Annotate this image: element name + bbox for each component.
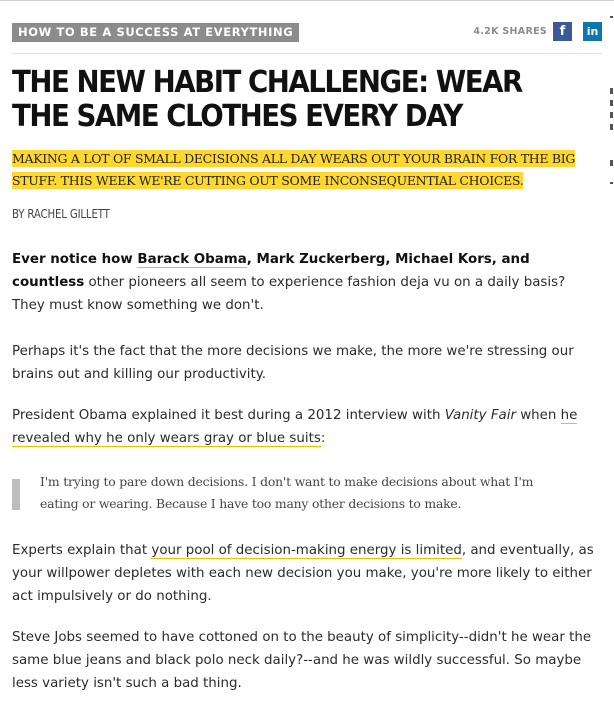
linkedin-share-icon[interactable]: in	[583, 22, 602, 41]
paragraph-5: Steve Jobs seemed to have cottoned on to the beauty of simplicity--didn't he wear the same blue jeans and black polo neck daily?--and he was wildly successful. So maybe less variety isn't such a bad thing.	[12, 630, 592, 691]
blockquote-bar	[12, 479, 20, 510]
decision-energy-link[interactable]: your pool of decision-making energy is limited	[151, 543, 462, 558]
obama-blockquote: I'm trying to pare down decisions. I don't want to make decisions about what I'm eating or wearing. Because I have too many other decisions to make.	[40, 474, 534, 511]
paragraph-2: Perhaps it's the fact that the more decisions we make, the more we're stressing our brains out and killing our productivity.	[12, 344, 574, 382]
p4-before: Experts explain that	[12, 543, 152, 558]
paragraph-1	[12, 248, 597, 317]
p3-after: :	[320, 431, 326, 446]
article-dek	[12, 148, 602, 192]
share-count: 4.2K SHARES	[473, 26, 547, 37]
header-divider	[12, 53, 602, 54]
p3-middle: when	[515, 408, 561, 423]
p1-rest: other pioneers all seem to experience fashion deja vu on a daily basis? They must know something we don't.	[12, 275, 566, 313]
top-divider	[0, 0, 614, 1]
paragraph-3	[12, 404, 597, 450]
vanity-fair-title: Vanity Fair	[444, 408, 516, 423]
cropped-sidebar-edge	[608, 0, 614, 713]
p1-lead-end: , Mark Zuckerberg, Michael Kors, and countless	[12, 252, 530, 290]
p4-after: , and eventually, as your willpower depletes with each new decision you make, you're more likely to either act impulsively or do nothing.	[12, 543, 594, 604]
gray-blue-suits-link[interactable]: he revealed why he only wears gray or blue suits	[12, 408, 578, 446]
p1-lead-start: Ever notice how	[12, 252, 138, 267]
sidebar-fragment	[610, 88, 613, 94]
sidebar-fragment	[610, 16, 613, 18]
byline[interactable]: BY RACHEL GILLETT	[12, 207, 110, 221]
dek-highlight: MAKING A LOT OF SMALL DECISIONS ALL DAY WEARS OUT YOUR BRAIN FOR THE BIG STUFF. THIS WEEK WE'RE CUTTING OUT SOME INCONSEQUENTIAL CHOICES.	[12, 151, 576, 188]
sidebar-fragment	[610, 112, 613, 118]
facebook-share-icon[interactable]: f	[553, 22, 572, 41]
sidebar-fragment	[610, 160, 613, 166]
paragraph-4	[12, 539, 597, 608]
sidebar-fragment	[610, 100, 613, 106]
series-kicker-link[interactable]: HOW TO BE A SUCCESS AT EVERYTHING	[12, 23, 299, 42]
article-header-row	[12, 21, 602, 45]
article-headline: THE NEW HABIT CHALLENGE: WEAR THE SAME CLOTHES EVERY DAY	[12, 65, 522, 134]
barack-obama-link[interactable]: Barack Obama	[137, 252, 247, 267]
p3-before: President Obama explained it best during a 2012 interview with	[12, 408, 445, 423]
sidebar-fragment	[610, 124, 613, 130]
sidebar-fragment	[610, 182, 613, 184]
